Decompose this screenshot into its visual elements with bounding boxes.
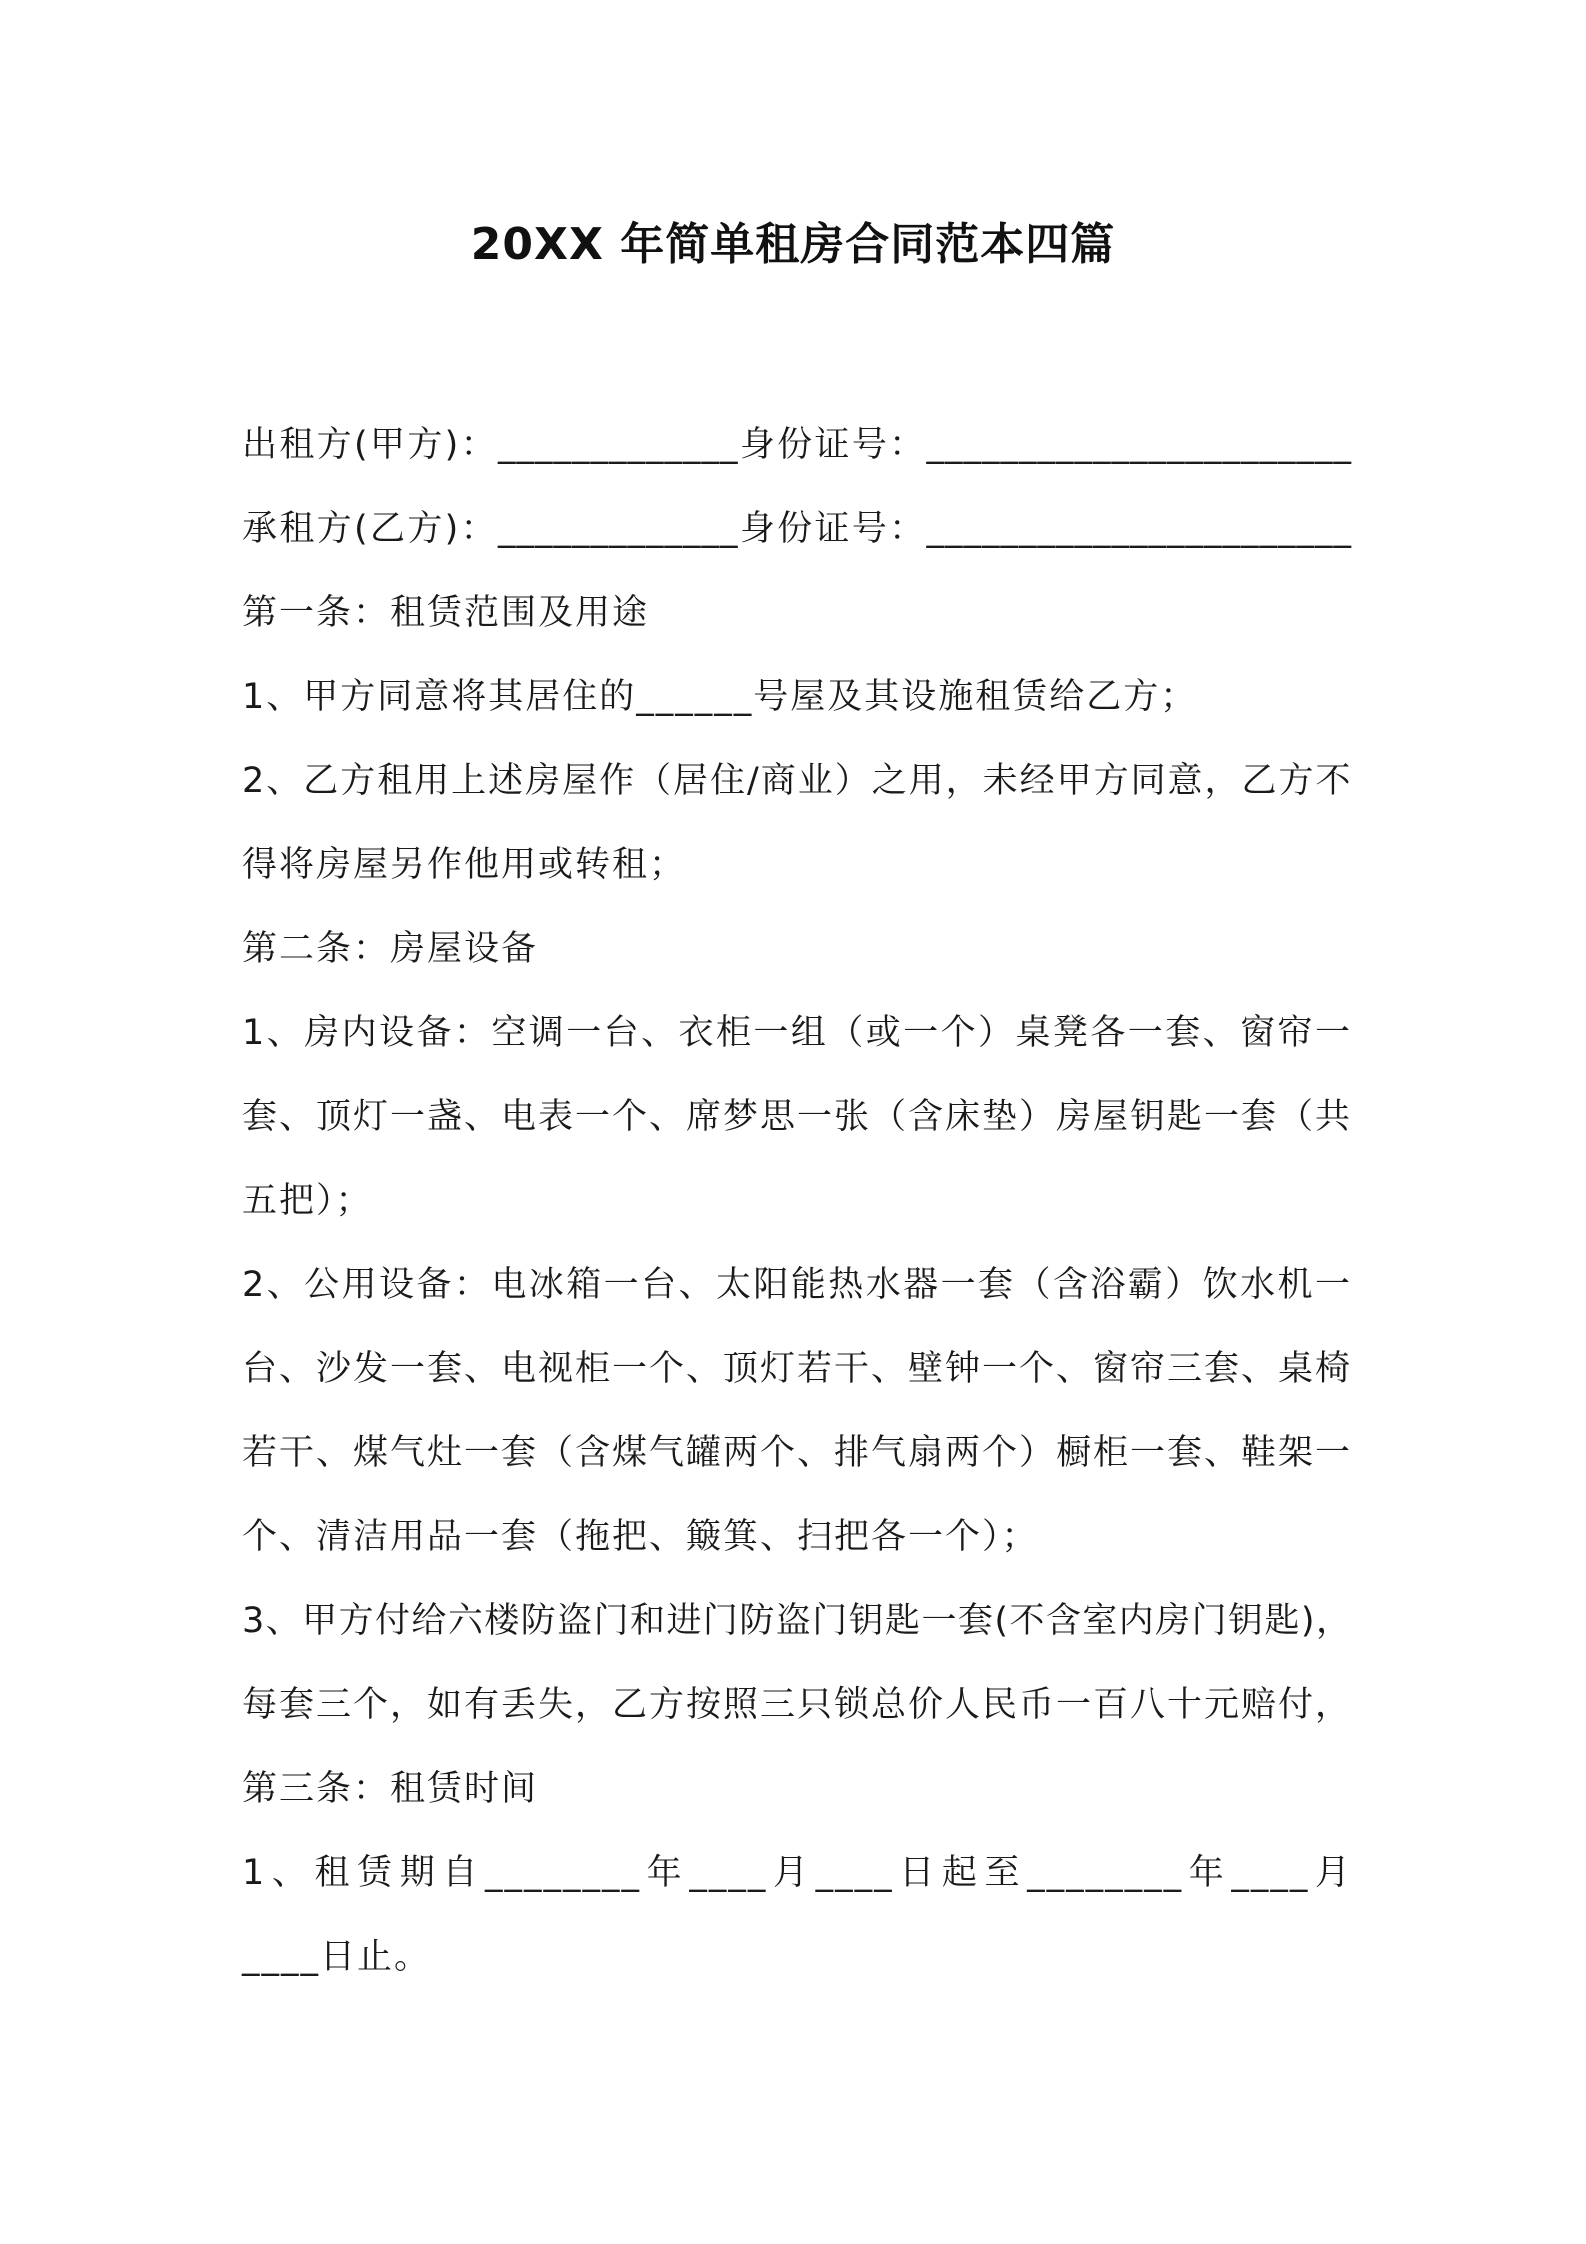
article-2-clause-1-line-3: 五把）；	[242, 1181, 373, 1221]
lessee-line: 承租方(乙方)：_____________身份证号：_______________________	[242, 509, 1352, 549]
article-2-clause-3-line-2: 每套三个，如有丢失，乙方按照三只锁总价人民币一百八十元赔付，	[242, 1685, 1353, 1725]
article-1-clause-2-line-2: 得将房屋另作他用或转租；	[242, 845, 687, 885]
article-1-clause-1: 1、甲方同意将其居住的______号屋及其设施租赁给乙方；	[242, 677, 1198, 717]
article-2-clause-2-line-1: 2、公用设备：电冰箱一台、太阳能热水器一套（含浴霸）饮水机一	[242, 1265, 1352, 1305]
article-2-heading: 第二条：房屋设备	[242, 929, 539, 969]
article-2-clause-3-line-1: 3、甲方付给六楼防盗门和进门防盗门钥匙一套(不含室内房门钥匙)，	[242, 1601, 1352, 1641]
document-title: 20XX 年简单租房合同范本四篇	[470, 219, 1116, 270]
article-1-clause-2-line-1: 2、乙方租用上述房屋作（居住/商业）之用，未经甲方同意，乙方不	[242, 761, 1352, 801]
article-3-heading: 第三条：租赁时间	[242, 1769, 539, 1809]
article-2-clause-2-line-4: 个、清洁用品一套（拖把、簸箕、扫把各一个）；	[242, 1517, 1039, 1557]
article-2-clause-1-line-2: 套、顶灯一盏、电表一个、席梦思一张（含床垫）房屋钥匙一套（共	[242, 1097, 1353, 1137]
article-2-clause-2-line-2: 台、沙发一套、电视柜一个、顶灯若干、壁钟一个、窗帘三套、桌椅	[242, 1349, 1353, 1389]
article-3-clause-1-line-2: ____日止。	[242, 1937, 432, 1977]
article-2-clause-2-line-3: 若干、煤气灶一套（含煤气罐两个、排气扇两个）橱柜一套、鞋架一	[242, 1433, 1353, 1473]
document-body	[242, 403, 1352, 1999]
article-3-clause-1-line-1: 1、租赁期自________年____月____日起至________年____月	[242, 1853, 1352, 1893]
article-2-clause-1-line-1: 1、房内设备：空调一台、衣柜一组（或一个）桌凳各一套、窗帘一	[242, 1013, 1352, 1053]
lessor-line: 出租方(甲方)：_____________身份证号：_______________________	[242, 425, 1352, 465]
article-1-heading: 第一条：租赁范围及用途	[242, 593, 650, 633]
